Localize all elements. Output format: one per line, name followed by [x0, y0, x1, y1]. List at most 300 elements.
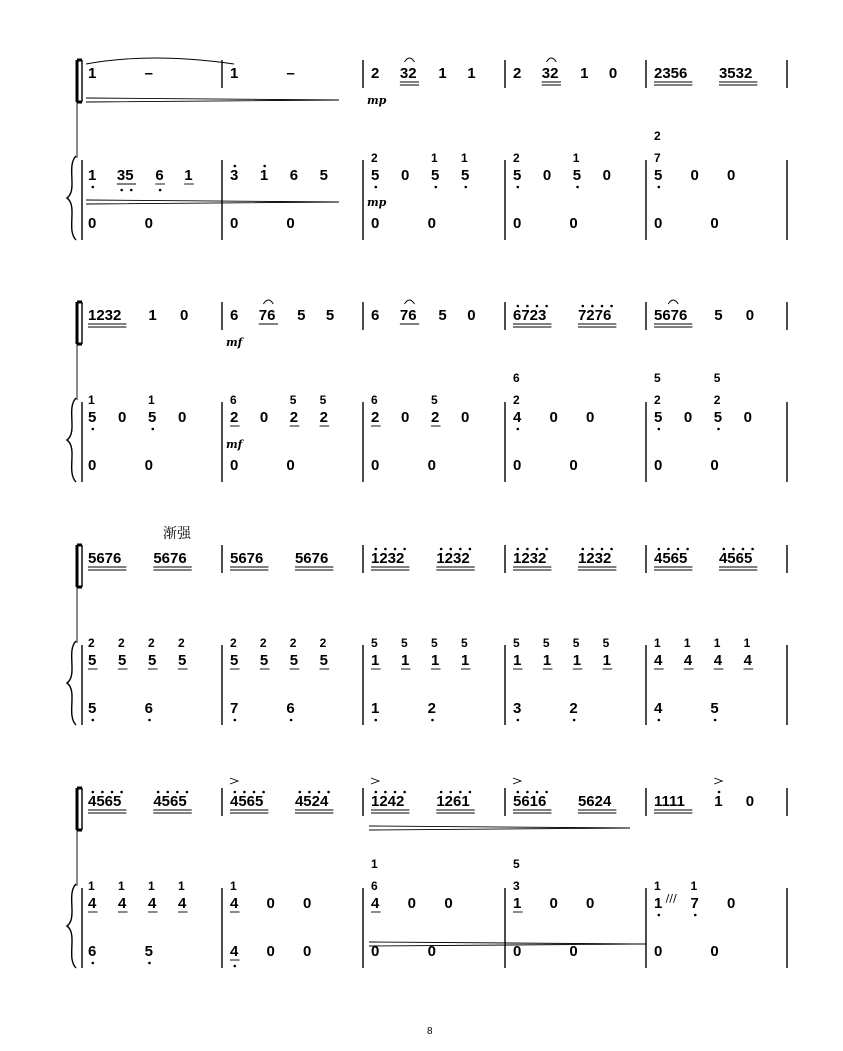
note-group: 5 [713, 409, 723, 426]
chord-tone: 2 [177, 636, 185, 650]
note-group: 2 [371, 65, 380, 82]
octave-dot-above [449, 791, 452, 794]
octave-dot-above [536, 791, 539, 794]
octave-dot-above [243, 791, 246, 794]
rest-note: 0 [144, 215, 154, 232]
note-group: 3 [230, 167, 239, 184]
note-group: 2 [430, 409, 440, 426]
octave-dot-above [722, 548, 725, 551]
accent-mark [371, 778, 379, 784]
octave-dot-above [375, 791, 378, 794]
note-group: 5624 [577, 793, 612, 810]
octave-dot-above [581, 305, 584, 308]
note-group: 2 [513, 65, 522, 82]
octave-dot-above [591, 305, 594, 308]
crescendo-hairpin [369, 826, 630, 830]
note-group: 5 [88, 409, 97, 426]
note-group: 1 [371, 652, 380, 669]
chord-tone: 1 [683, 636, 691, 650]
note-group: 5676 [88, 550, 122, 567]
octave-dot-above [263, 165, 266, 168]
chord-tone: 1 [430, 151, 438, 165]
rest-note: 0 [743, 409, 752, 426]
chord-tone: 5 [713, 371, 721, 385]
note-group: 4 [177, 895, 187, 912]
rest-note: 0 [371, 943, 380, 960]
chord-tone: 5 [430, 393, 438, 407]
accent-mark [230, 778, 238, 784]
note-group: 1 [513, 652, 522, 669]
octave-dot-above [526, 548, 529, 551]
chord-tone: 1 [654, 636, 661, 650]
dynamic-mark: mp [367, 94, 387, 107]
chord-tone: 2 [513, 151, 520, 165]
note-group: 76 [258, 307, 276, 324]
chord-tone: 1 [654, 879, 661, 893]
chord-tone: 5 [542, 636, 550, 650]
octave-dot-above [120, 791, 123, 794]
rest-note: 0 [726, 895, 736, 912]
chord-tone: 2 [654, 393, 661, 407]
note-group: 1 [460, 652, 470, 669]
chord-tone: 1 [690, 879, 698, 893]
tie-slur [86, 58, 234, 64]
chord-tone: 6 [513, 371, 520, 385]
note-group: 1 [430, 652, 440, 669]
chord-tone: 1 [230, 879, 237, 893]
dynamic-mark: mp [367, 196, 387, 209]
note-group: 5 [710, 700, 719, 717]
note-group: 1111 [654, 793, 685, 810]
rest-note: 0 [400, 409, 410, 426]
octave-dot-below [658, 719, 661, 722]
note-group: 5 [289, 652, 299, 669]
chord-tone: 1 [147, 393, 155, 407]
octave-dot-above [526, 305, 529, 308]
note-group: 1232 [577, 550, 612, 567]
note-group: 6 [289, 167, 299, 184]
chord-tone: 2 [88, 636, 95, 650]
octave-dot-above [394, 791, 397, 794]
note-group: 4 [654, 652, 663, 669]
octave-dot-above [591, 548, 594, 551]
note-group: 5 [88, 700, 97, 717]
octave-dot-below [517, 186, 520, 189]
octave-dot-above [403, 791, 406, 794]
note-group: 6 [230, 307, 239, 324]
rest-note: 0 [144, 457, 154, 474]
chord-tone: 1 [713, 636, 721, 650]
note-group: 6 [144, 700, 154, 717]
octave-dot-above [517, 548, 520, 551]
chord-tone: 5 [430, 636, 438, 650]
octave-dot-above [610, 305, 613, 308]
note-group: 2 [569, 700, 578, 717]
note-group: 1232 [513, 550, 547, 567]
note-group: 5616 [513, 793, 547, 810]
octave-dot-below [717, 428, 720, 431]
rest-note: 0 [460, 409, 470, 426]
rest-note: 0 [467, 307, 476, 324]
note-group: 5 [259, 652, 269, 669]
octave-dot-above [176, 791, 179, 794]
rest-note: 0 [427, 215, 437, 232]
octave-dot-below [375, 186, 378, 189]
rest-note: 0 [690, 167, 699, 184]
dynamic-mark: mf [226, 336, 243, 349]
note-group: 3532 [718, 65, 753, 82]
octave-dot-below [234, 719, 237, 722]
octave-dot-above [186, 791, 189, 794]
octave-dot-below [148, 719, 151, 722]
notes-layer [88, 65, 757, 967]
chord-tone: 2 [371, 151, 378, 165]
chord-tone: 1 [572, 151, 580, 165]
rest-note: 0 [542, 167, 552, 184]
rest-note: 0 [371, 215, 380, 232]
rest-note: 0 [427, 943, 437, 960]
note-group: 4 [713, 652, 723, 669]
note-group: 1 [371, 700, 380, 717]
rest-note: 0 [654, 943, 663, 960]
octave-dot-below [92, 428, 95, 431]
chord-tone: 5 [513, 636, 520, 650]
note-group: 4 [683, 652, 693, 669]
octave-dot-above [667, 548, 670, 551]
note-group: – [286, 65, 295, 82]
note-group: 5676 [230, 550, 264, 567]
note-group: 4 [743, 652, 752, 669]
note-group: 7 [230, 700, 239, 717]
chord-tone: 1 [117, 879, 125, 893]
crescendo-hairpin [369, 942, 646, 946]
octave-dot-above [469, 791, 472, 794]
system-bracket [77, 302, 82, 344]
octave-dot-below [434, 186, 437, 189]
chord-tone: 6 [371, 879, 378, 893]
octave-dot-above [718, 791, 721, 794]
note-group: 5 [147, 652, 157, 669]
crescendo-hairpin [86, 200, 339, 204]
note-group: 1 [230, 65, 239, 82]
rest-note: 0 [569, 457, 578, 474]
note-group: 1 [467, 65, 476, 82]
octave-dot-above [610, 548, 613, 551]
note-group: 7 [690, 895, 699, 912]
note-group: 1 [259, 167, 269, 184]
octave-dot-above [384, 548, 387, 551]
chord-tone: 2 [289, 636, 297, 650]
octave-dot-above [601, 548, 604, 551]
rest-note: 0 [513, 943, 522, 960]
fermata-arc [404, 58, 414, 62]
rest-note: 0 [88, 457, 97, 474]
page-number: 8 [427, 1026, 433, 1037]
note-group: 1 [572, 652, 582, 669]
note-group: 5 [438, 307, 447, 324]
chord-tone: 1 [177, 879, 185, 893]
note-group: 2 [319, 409, 328, 426]
rest-note: 0 [608, 65, 618, 82]
note-group: 6 [286, 700, 295, 717]
chord-tone: 2 [654, 129, 661, 143]
note-group: 1 [602, 652, 611, 669]
rest-note: 0 [230, 457, 239, 474]
rest-note: 0 [710, 457, 719, 474]
system-bracket [77, 788, 82, 830]
octave-dot-above [157, 791, 160, 794]
octave-dot-above [234, 791, 237, 794]
octave-dot-below [576, 186, 579, 189]
octave-dot-above [742, 548, 745, 551]
octave-dot-above [449, 548, 452, 551]
note-group: 5 [714, 307, 723, 324]
octave-dot-above [298, 791, 301, 794]
rest-note: 0 [726, 167, 736, 184]
note-group: 7276 [577, 307, 612, 324]
note-group: 6 [155, 167, 164, 184]
fermata-arc [263, 300, 273, 304]
rest-note: 0 [177, 409, 187, 426]
chord-tone: 1 [147, 879, 155, 893]
note-group: 32 [541, 65, 559, 82]
system-bracket [77, 545, 82, 587]
note-group: 2 [230, 409, 239, 426]
octave-dot-above [526, 791, 529, 794]
octave-dot-above [253, 791, 256, 794]
note-group: 4 [230, 895, 239, 912]
note-group: 3 [513, 700, 522, 717]
chord-tone: 2 [319, 636, 327, 650]
octave-dot-above [545, 305, 548, 308]
note-group: 2 [427, 700, 437, 717]
rest-note: 0 [654, 457, 663, 474]
rest-note: 0 [602, 167, 611, 184]
note-group: 1232 [436, 550, 470, 567]
accent-mark [513, 778, 521, 784]
octave-dot-above [101, 791, 104, 794]
rest-note: 0 [549, 895, 558, 912]
note-group: 76 [399, 307, 417, 324]
note-group: 5 [144, 943, 154, 960]
note-group: 1 [513, 895, 522, 912]
octave-dot-above [545, 791, 548, 794]
rest-note: 0 [745, 793, 755, 810]
octave-dot-above [440, 791, 443, 794]
octave-dot-below [714, 719, 717, 722]
rest-note: 0 [259, 409, 269, 426]
piano-brace [67, 398, 76, 482]
chord-tone: 1 [371, 857, 378, 871]
rest-note: 0 [585, 409, 595, 426]
note-group: 5 [654, 409, 663, 426]
note-group: 5 [147, 409, 157, 426]
octave-dot-below [234, 965, 237, 968]
chord-tone: 1 [88, 879, 95, 893]
octave-dot-below [151, 428, 154, 431]
octave-dot-above [536, 305, 539, 308]
accent-mark [714, 778, 722, 784]
note-group: 1 [438, 65, 447, 82]
octave-dot-above [686, 548, 689, 551]
rest-note: 0 [286, 215, 295, 232]
note-group: 4 [147, 895, 157, 912]
note-group: 4 [230, 943, 239, 960]
note-group: 4 [88, 895, 97, 912]
crescendo-hairpin [86, 98, 339, 102]
note-group: 5 [319, 167, 328, 184]
chord-tone: 7 [654, 151, 661, 165]
octave-dot-below [92, 719, 95, 722]
note-group: 1 [184, 167, 193, 184]
octave-dot-above [92, 791, 95, 794]
octave-dot-above [545, 548, 548, 551]
octave-dot-below [290, 719, 293, 722]
chord-tone: 1 [460, 151, 468, 165]
dynamic-mark: mf [226, 438, 243, 451]
note-group: 4 [117, 895, 127, 912]
fermata-arc [404, 300, 414, 304]
chord-tone: 5 [572, 636, 580, 650]
rest-note: 0 [180, 307, 189, 324]
octave-dot-below [658, 914, 661, 917]
note-group: 5 [297, 307, 306, 324]
rest-note: 0 [745, 307, 755, 324]
octave-dot-above [234, 165, 237, 168]
note-group: 5 [371, 167, 380, 184]
octave-dot-below [694, 914, 697, 917]
chord-tone: 2 [513, 393, 520, 407]
note-group: 5 [117, 652, 127, 669]
octave-dot-below [159, 189, 162, 192]
chord-tone: 6 [371, 393, 378, 407]
rest-note: 0 [513, 215, 522, 232]
note-group: 2 [371, 409, 380, 426]
chord-tone: 2 [259, 636, 267, 650]
tremolo-mark: /// [665, 892, 677, 905]
rest-note: 0 [88, 215, 97, 232]
note-group: 5676 [654, 307, 688, 324]
note-group: 1 [542, 652, 552, 669]
octave-dot-above [658, 548, 661, 551]
octave-dot-above [375, 548, 378, 551]
rest-note: 0 [513, 457, 522, 474]
note-group: 2 [289, 409, 299, 426]
octave-dot-above [262, 791, 265, 794]
octave-dot-above [601, 305, 604, 308]
octave-dot-above [517, 791, 520, 794]
note-group: 5676 [153, 550, 187, 567]
chord-tone: 2 [713, 393, 721, 407]
crescendo-text: 渐强 [163, 526, 191, 542]
note-group: 4565 [718, 550, 753, 567]
chord-tone: 5 [654, 371, 661, 385]
note-group: 4565 [153, 793, 187, 810]
octave-dot-above [677, 548, 680, 551]
note-group: 5 [460, 167, 470, 184]
octave-dot-above [440, 548, 443, 551]
octave-dot-above [394, 548, 397, 551]
piano-brace [67, 156, 76, 240]
fermata-arc [546, 58, 556, 62]
note-group: 1 [714, 793, 723, 810]
rest-note: 0 [444, 895, 453, 912]
note-group: – [144, 65, 154, 82]
octave-dot-above [751, 548, 754, 551]
chord-tone: 2 [117, 636, 125, 650]
rest-note: 0 [230, 215, 239, 232]
octave-dot-above [308, 791, 311, 794]
octave-dot-above [469, 548, 472, 551]
octave-dot-below [464, 186, 467, 189]
note-group: 6 [371, 307, 380, 324]
note-group: 32 [399, 65, 417, 82]
note-group: 35 [116, 167, 134, 184]
chord-tone: 3 [513, 879, 520, 893]
rest-note: 0 [585, 895, 595, 912]
note-group: 5676 [294, 550, 329, 567]
rest-note: 0 [302, 895, 312, 912]
note-group: 5 [230, 652, 239, 669]
rest-note: 0 [427, 457, 437, 474]
note-group: 1232 [371, 550, 405, 567]
note-group: 1261 [436, 793, 470, 810]
rest-note: 0 [266, 943, 275, 960]
octave-dot-below [148, 962, 151, 965]
rest-note: 0 [569, 943, 578, 960]
note-group: 5 [572, 167, 582, 184]
chord-tone: 5 [319, 393, 327, 407]
note-group: 2356 [654, 65, 688, 82]
chord-tone: 5 [460, 636, 468, 650]
octave-dot-above [459, 791, 462, 794]
piano-brace [67, 641, 76, 725]
rest-note: 0 [549, 409, 558, 426]
octave-dot-below [130, 189, 133, 192]
piano-brace [67, 884, 76, 968]
note-group: 4 [513, 409, 522, 426]
rest-note: 0 [286, 457, 295, 474]
note-group: 1 [654, 895, 663, 912]
octave-dot-below [517, 719, 520, 722]
rest-note: 0 [302, 943, 312, 960]
system-bracket [77, 60, 82, 102]
octave-dot-above [517, 305, 520, 308]
octave-dot-above [403, 548, 406, 551]
chord-tone: 5 [513, 857, 520, 871]
rest-note: 0 [266, 895, 275, 912]
octave-dot-below [92, 186, 95, 189]
octave-dot-above [581, 548, 584, 551]
chord-tone: 2 [147, 636, 155, 650]
note-group: 5 [88, 652, 97, 669]
rest-note: 0 [654, 215, 663, 232]
chord-tone: 5 [371, 636, 378, 650]
note-group: 5 [654, 167, 663, 184]
fermata-arc [668, 300, 678, 304]
rest-note: 0 [710, 215, 719, 232]
note-group: 5 [430, 167, 440, 184]
note-group: 4565 [654, 550, 688, 567]
chord-tone: 1 [743, 636, 751, 650]
octave-dot-below [375, 719, 378, 722]
note-group: 4 [654, 700, 663, 717]
note-group: 6 [88, 943, 97, 960]
note-group: 1 [88, 167, 97, 184]
chord-tone: 5 [602, 636, 610, 650]
rest-note: 0 [710, 943, 719, 960]
note-group: 4524 [294, 793, 329, 810]
